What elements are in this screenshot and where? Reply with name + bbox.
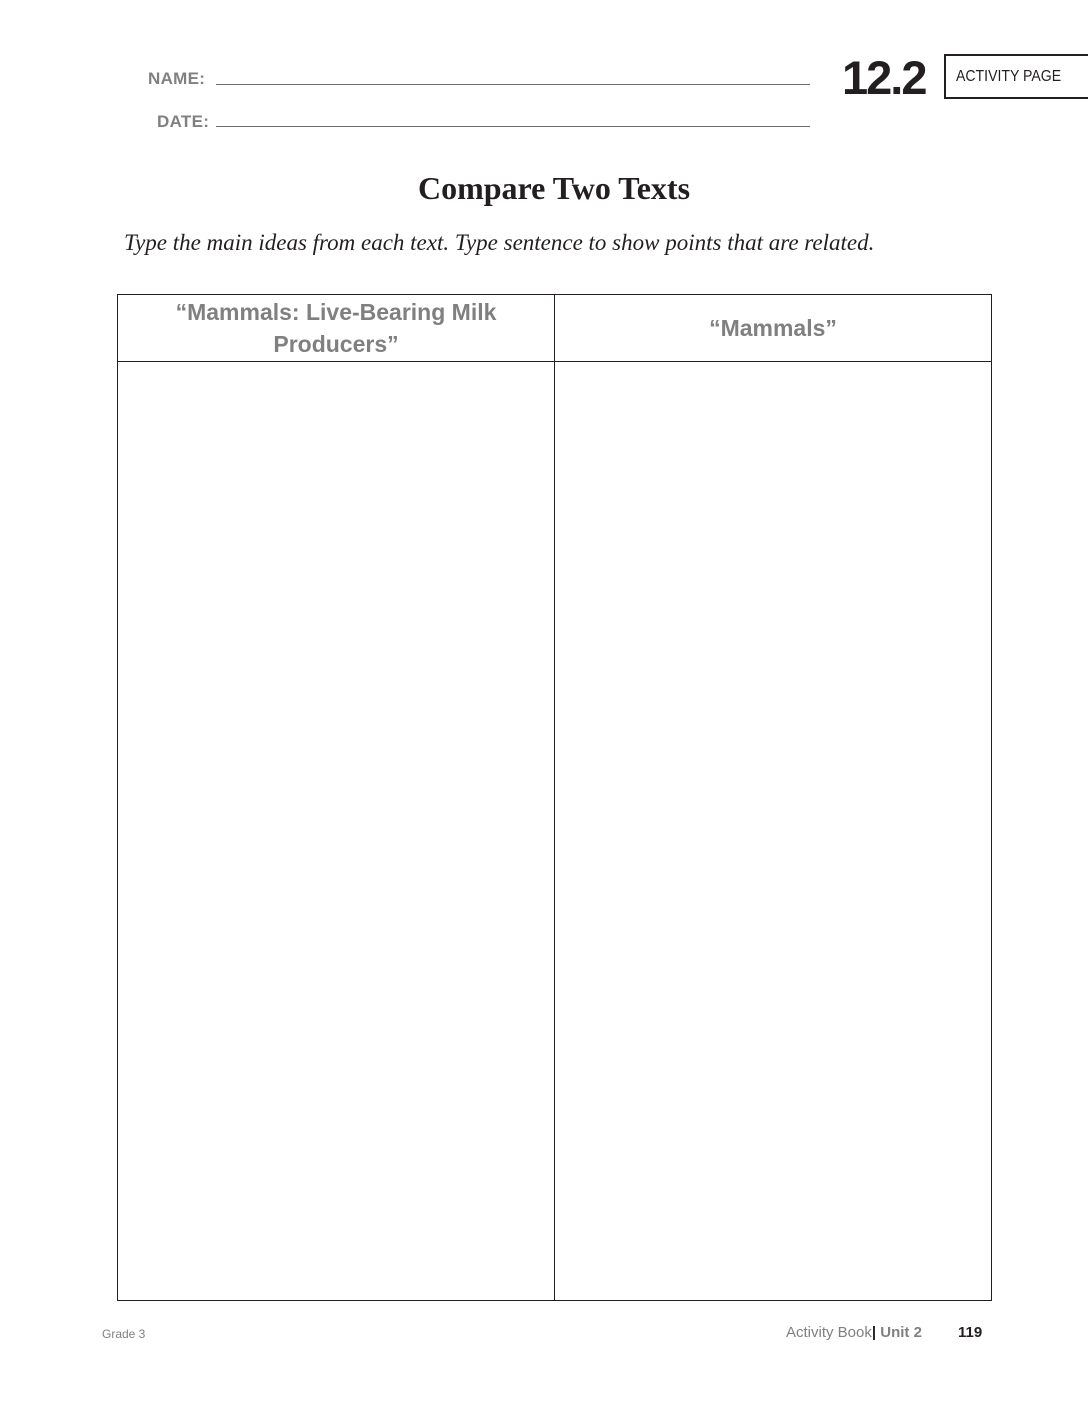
- unit-label: Unit 2: [880, 1324, 922, 1341]
- column-divider: [554, 295, 555, 1300]
- column-header-text-1: “Mammals: Live-Bearing Milk Producers”: [175, 299, 497, 357]
- instructions: Type the main ideas from each text. Type sentence to show points that are related.: [124, 230, 875, 255]
- name-line[interactable]: [216, 84, 810, 85]
- date-label: DATE:: [157, 112, 210, 131]
- name-label: NAME:: [148, 69, 206, 88]
- date-line[interactable]: [216, 126, 810, 127]
- activity-page-tag: [944, 54, 1088, 99]
- column-header-text-2: “Mammals”: [709, 315, 837, 341]
- answer-area-text-1[interactable]: [118, 363, 553, 1300]
- lesson-number: 12.2: [842, 51, 926, 104]
- book-name: Activity Book: [786, 1324, 872, 1341]
- activity-page-label: ACTIVITY PAGE: [956, 68, 1062, 85]
- grade-label: Grade 3: [102, 1327, 146, 1341]
- page-title: Compare Two Texts: [417, 170, 691, 206]
- book-unit-label: [786, 1324, 922, 1341]
- answer-area-text-2[interactable]: [556, 363, 991, 1300]
- comparison-table: [117, 294, 992, 1301]
- page-number: 119: [958, 1324, 983, 1341]
- footer-separator: |: [871, 1324, 877, 1341]
